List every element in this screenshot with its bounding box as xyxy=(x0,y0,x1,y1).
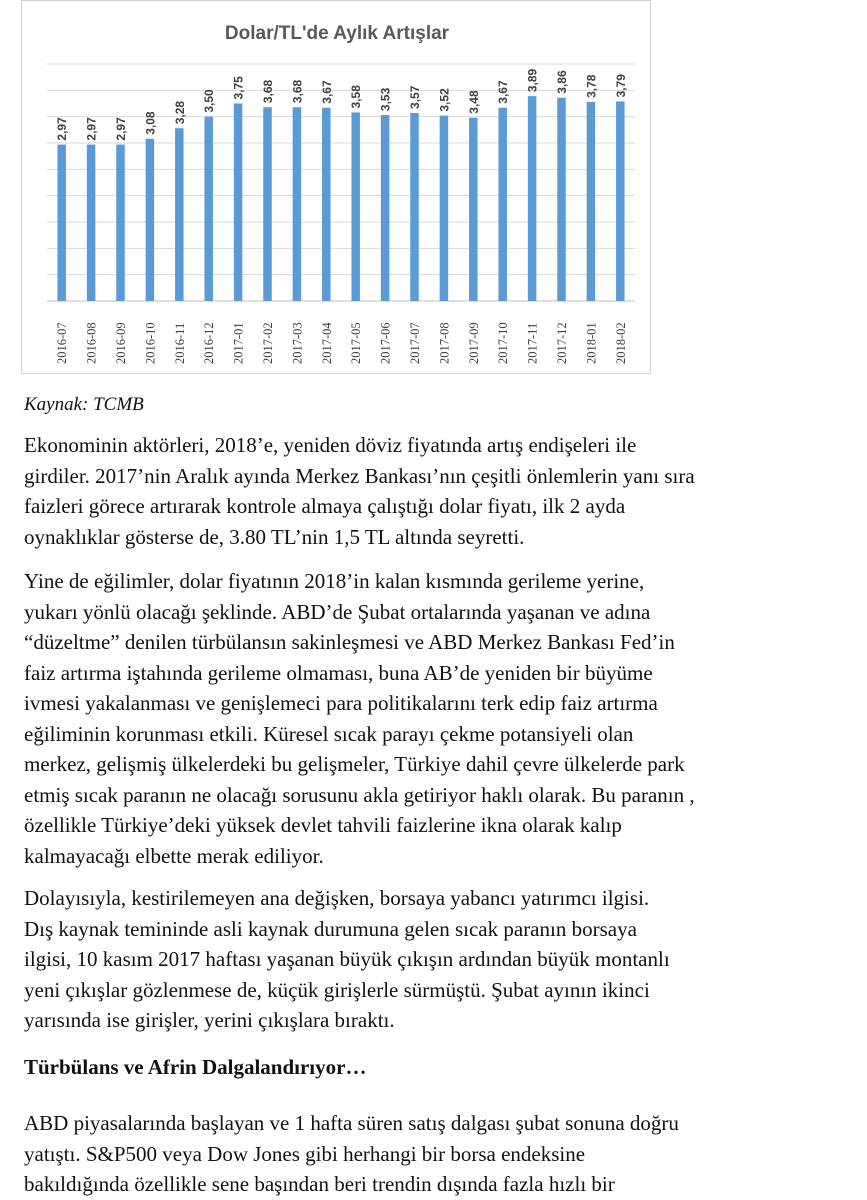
bar xyxy=(469,118,478,301)
paragraph-line: etmiş sıcak paranın ne olacağı sorusunu akla getiriyor haklı olarak. Bu paranın , xyxy=(24,782,695,807)
bar xyxy=(351,112,360,301)
paragraph-line: kalmayacağı elbette merak ediliyor. xyxy=(24,843,324,868)
bar xyxy=(498,108,507,301)
data-label: 3,57 xyxy=(408,85,422,109)
paragraph-2 xyxy=(24,566,844,871)
chart-source-caption: Kaynak: TCMB xyxy=(24,394,144,415)
paragraph-3 xyxy=(24,883,844,1036)
x-tick-label: 2017-09 xyxy=(466,322,481,364)
paragraph-line: yeni çıkışlar gözlenmese de, küçük girişlerle sürmüştü. Şubat ayının ikinci xyxy=(24,977,650,1002)
data-label: 3,86 xyxy=(555,70,569,94)
data-label: 2,97 xyxy=(114,117,128,141)
paragraph-4 xyxy=(24,1108,844,1200)
data-label: 2,97 xyxy=(55,117,70,141)
paragraph-line: faizleri görece artırarak kontrole almaya çalıştığı dolar fiyatı, ilk 2 ayda xyxy=(24,494,626,518)
x-tick-label: 2017-12 xyxy=(555,322,569,364)
x-tick-label: 2017-02 xyxy=(261,322,275,364)
bar xyxy=(116,145,125,301)
x-tick-label: 2018-02 xyxy=(613,322,628,364)
bar xyxy=(410,113,419,301)
bar xyxy=(616,101,625,301)
data-label: 3,50 xyxy=(202,89,217,113)
data-label: 3,52 xyxy=(437,88,452,112)
data-label: 3,53 xyxy=(378,87,393,112)
data-label: 3,48 xyxy=(466,90,481,114)
bar xyxy=(587,102,596,301)
data-label: 3,28 xyxy=(172,100,187,125)
paragraph-line: faiz artırma iştahında gerileme olmaması, buna AB’de yeniden bir büyüme xyxy=(24,660,653,685)
data-label: 3,68 xyxy=(290,79,305,104)
data-label: 3,58 xyxy=(349,85,364,109)
x-tick-label: 2016-12 xyxy=(202,322,217,364)
x-tick-label: 2017-04 xyxy=(319,322,334,364)
bar xyxy=(175,128,184,301)
bar xyxy=(440,116,449,301)
section-heading: Türbülans ve Afrin Dalgalandırıyor… xyxy=(24,1055,367,1079)
paragraph-line: Dolayısıyla, kestirilemeyen ana değişken, borsaya yabancı yatırımcı ilgisi. xyxy=(24,886,650,910)
paragraph-1 xyxy=(24,430,844,552)
data-label: 2,97 xyxy=(84,117,99,141)
bar-chart xyxy=(22,1,652,375)
x-tick-label: 2017-01 xyxy=(231,322,246,364)
data-label: 3,67 xyxy=(496,80,511,104)
bar xyxy=(381,115,390,301)
bar xyxy=(557,98,566,301)
bar xyxy=(87,145,96,301)
paragraph-line: Yine de eğilimler, dolar fiyatının 2018’in kalan kısmında gerileme yerine, xyxy=(24,569,645,593)
paragraph-line: yatıştı. S&P500 veya Dow Jones gibi herhangi bir borsa endeksine xyxy=(24,1141,586,1166)
data-label: 3,75 xyxy=(231,76,246,100)
bar xyxy=(293,107,302,301)
x-tick-label: 2016-07 xyxy=(55,322,70,364)
x-tick-label: 2017-06 xyxy=(378,322,393,364)
paragraph-line: yarısında ise girişler, yerini çıkışlara bıraktı. xyxy=(24,1008,395,1032)
bar xyxy=(322,108,331,301)
bar xyxy=(528,96,537,301)
paragraph-line: Ekonominin aktörleri, 2018’e, yeniden döviz fiyatında artış endişeleri ile xyxy=(24,433,637,457)
paragraph-line: özellikle Türkiye’deki yüksek devlet tahvili faizlerine ikna olarak kalıp xyxy=(24,813,622,837)
paragraph-line: ilgisi, 10 kasım 2017 haftası yaşanan büyük çıkışın ardından büyük montanlı xyxy=(24,947,670,971)
data-label: 3,78 xyxy=(584,74,599,98)
paragraph-line: merkez, gelişmiş ülkelerdeki bu gelişmeler, Türkiye dahil çevre ülkelerde park xyxy=(24,752,685,776)
x-tick-label: 2018-01 xyxy=(584,322,599,364)
paragraph-line: bakıldığında özellikle sene başından beri trendin dışında fazla hızlı bir xyxy=(24,1172,615,1196)
data-label: 3,79 xyxy=(613,74,628,98)
bar xyxy=(204,117,213,301)
x-tick-label: 2017-11 xyxy=(525,322,540,364)
bar xyxy=(263,107,272,301)
x-tick-label: 2016-11 xyxy=(172,322,187,364)
x-tick-label: 2016-09 xyxy=(114,322,128,364)
data-label: 3,08 xyxy=(143,111,158,135)
paragraph-line: girdiler. 2017’nin Aralık ayında Merkez Bankası’nın çeşitli önlemlerin yanı sıra xyxy=(24,463,695,488)
x-tick-label: 2016-10 xyxy=(143,322,158,364)
x-tick-label: 2017-10 xyxy=(496,322,511,364)
bar xyxy=(234,104,243,302)
data-label: 3,68 xyxy=(261,79,275,104)
x-tick-label: 2017-08 xyxy=(437,322,452,364)
paragraph-line: ABD piyasalarında başlayan ve 1 hafta süren satış dalgası şubat sonuna doğru xyxy=(24,1111,679,1135)
bar xyxy=(146,139,155,301)
x-tick-label: 2017-07 xyxy=(408,322,422,364)
paragraph-line: eğiliminin korunması etkili. Küresel sıcak parayı çekme potansiyeli olan xyxy=(24,721,634,746)
bar xyxy=(57,145,65,301)
paragraph-line: ivmesi yakalanması ve genişlemeci para politikalarını terk edip faiz artırma xyxy=(24,691,658,715)
chart-container xyxy=(21,0,651,374)
paragraph-line: oynaklıklar gösterse de, 3.80 TL’nin 1,5 TL altında seyretti. xyxy=(24,524,525,549)
data-label: 3,89 xyxy=(525,68,540,93)
x-tick-label: 2017-05 xyxy=(349,322,364,364)
paragraph-line: yukarı yönlü olacağı şeklinde. ABD’de Şubat ortalarında yaşanan ve adına xyxy=(24,599,651,624)
x-tick-label: 2017-03 xyxy=(290,322,305,364)
data-label: 3,67 xyxy=(319,80,334,104)
chart-title: Dolar/TL'de Aylık Artışlar xyxy=(224,23,450,44)
x-tick-label: 2016-08 xyxy=(84,322,99,364)
paragraph-line: Dış kaynak temininde asli kaynak durumuna gelen sıcak paranın borsaya xyxy=(24,916,637,941)
paragraph-line: “düzeltme” denilen türbülansın sakinleşmesi ve ABD Merkez Bankası Fed’in xyxy=(24,630,675,654)
